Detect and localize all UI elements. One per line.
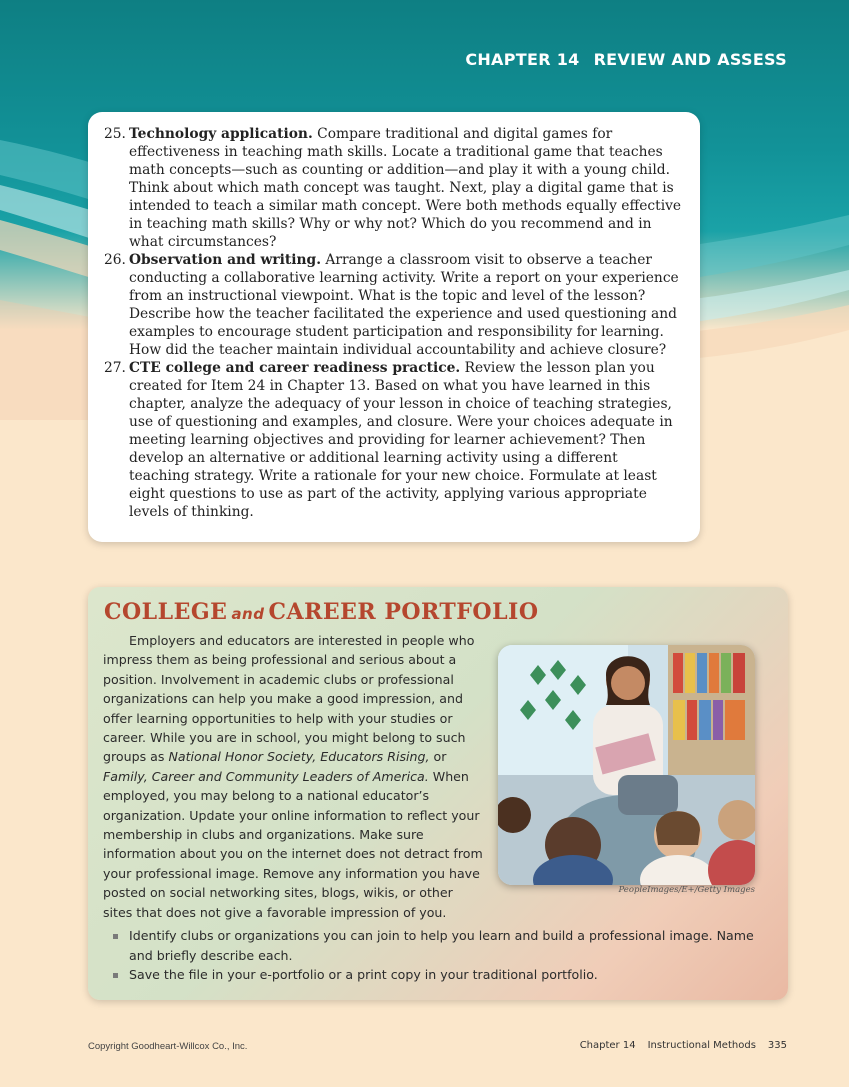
question-body: Compare traditional and digital games for effectiveness in teaching math skills. Locate a traditional game that teaches math concepts—such as counting or addition—and play it with a young child. Think about which math concept was taught. Next, play a digital game that is intended to teach a similar math concept. Were both methods equally effective in teaching math skills? Why or why not? Which do you recommend and in what circumstances? <box>129 126 682 250</box>
question-title: Technology application. <box>129 126 313 142</box>
paragraph-text: or <box>429 749 447 765</box>
question-number: 25. <box>104 126 126 142</box>
bullet-square-icon <box>113 973 118 978</box>
paragraph-text: When employed, you may belong to a national educator’s organization. Update your online information to reflect your membership in clubs and organizations. Make sure information about you on the internet does not detract from your professional image. Remove any information you have posted on social networking sites, blogs, wikis, or other sites that does not give a favorable impression of you. <box>103 768 483 920</box>
photo-credit: PeopleImages/E+/Getty Images <box>618 885 755 895</box>
chapter-heading <box>465 50 787 69</box>
question-number: 27. <box>104 360 126 376</box>
list-item <box>113 926 773 965</box>
portfolio-title <box>104 599 539 625</box>
footer-chapter-title: Instructional Methods <box>647 1040 756 1051</box>
question-item <box>104 251 682 359</box>
paragraph-text: Employers and educators are interested in people who impress them as being professional and serious about a position. Involvement in academic clubs or professional organizations can help you make a good impression, and offer learning opportunities to help with your studies or career. While you are in school, you might belong to such groups as <box>103 633 475 765</box>
list-item <box>113 965 773 985</box>
question-title: CTE college and career readiness practice. <box>129 360 461 376</box>
question-title: Observation and writing. <box>129 252 321 268</box>
page-number: 335 <box>767 1040 787 1051</box>
portfolio-paragraph <box>103 631 483 922</box>
question-body: Review the lesson plan you created for Item 24 in Chapter 13. Based on what you have learned in this chapter, analyze the adequacy of your lesson in choice of teaching strategies, use of questioning and examples, and closure. Were your choices adequate in meeting learning objectives and providing for learner achievement? Then develop an alternative or additional learning activity using a different teaching strategy. Write a rationale for your new choice. Formulate at least eight questions to use as part of the activity, applying various appropriate levels of thinking. <box>129 360 673 520</box>
portfolio-title-college: COLLEGE <box>104 599 228 625</box>
question-body: Arrange a classroom visit to observe a teacher conducting a collaborative learning activity. Write a report on your experience from an instructional viewpoint. What is the topic and level of the lesson? Describe how the teacher facilitated the experience and used questioning and examples to encourage student participation and responsibility for learning. How did the teacher maintain individual accountability and achieve closure? <box>129 252 679 358</box>
chapter-label: CHAPTER 14 <box>465 50 580 69</box>
bullet-text: Save the file in your e-portfolio or a print copy in your traditional portfolio. <box>129 967 598 983</box>
bullet-text: Identify clubs or organizations you can join to help you learn and build a professional image. Name and briefly describe each. <box>129 928 754 963</box>
portfolio-title-and: and <box>231 605 265 623</box>
section-title: REVIEW AND ASSESS <box>593 50 787 69</box>
portfolio-title-career: CAREER PORTFOLIO <box>268 599 539 625</box>
paragraph-italic: National Honor Society, Educators Rising, <box>168 749 430 765</box>
career-portfolio-box <box>88 587 788 1000</box>
page-footer <box>580 1040 787 1051</box>
footer-chapter: Chapter 14 <box>579 1040 636 1051</box>
review-questions-card <box>88 112 700 542</box>
question-item <box>104 359 682 521</box>
bullet-square-icon <box>113 934 118 939</box>
paragraph-italic: Family, Career and Community Leaders of America. <box>103 768 429 784</box>
classroom-photo <box>498 645 755 885</box>
question-item <box>104 125 682 251</box>
question-number: 26. <box>104 252 126 268</box>
portfolio-bullets <box>113 926 773 985</box>
copyright-notice: Copyright Goodheart-Willcox Co., Inc. <box>88 1041 248 1052</box>
